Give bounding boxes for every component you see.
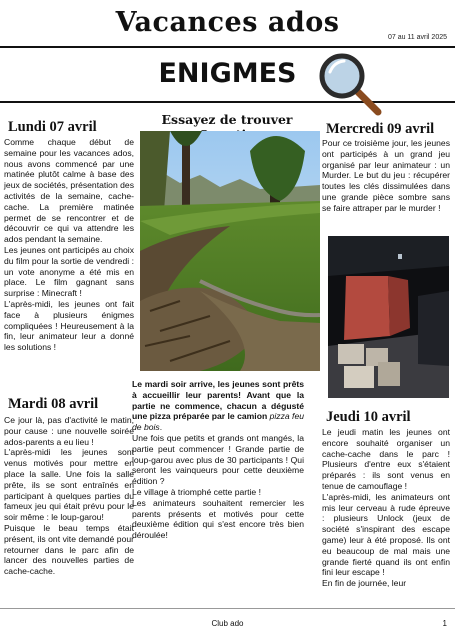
center-paragraph: Une fois que petits et grands ont mangés, la partie peut commencer ! Grande partie de loup-garou avec plus de 30 participants ! Qui seront les vainqueurs pour cette deuxième édition ? bbox=[132, 432, 304, 487]
center-paragraph: Le village à triomphé cette partie ! bbox=[132, 486, 261, 497]
lundi-paragraph: Comme chaque début de semaine pour les vacances ados, nous avons commencé par une matinée plutôt calme à base des jeux de sociétés, présentation des activités de la semaine, cache-cache. La première matinée permet de se rencontrer et de découvrir ce qui va attendre les ados pendant la semaine. bbox=[4, 137, 134, 245]
center-paragraph: Les animateurs souhaitent remercier les parents présents et motivés pour cette deuxième édition qui s'est encore très bien déroulée! bbox=[132, 497, 304, 541]
mardi-paragraph: L'après-midi les jeunes sont venus motivés pour mettre en place la salle. Une fois la salle prête, ils se sont entraînés en participant à quelques parties du fameux jeu qui était prévu pour le soir même : le loup-garou! bbox=[4, 447, 134, 523]
jeudi-heading: Jeudi 10 avril bbox=[326, 409, 411, 425]
center-intro-bold: Le mardi soir arrive, les jeunes sont prêts à accueillir leur parents! Avant que la partie ne commence, chacun a dégusté une pizza préparée par le camion bbox=[132, 379, 304, 422]
park-photo bbox=[140, 131, 320, 371]
mardi-paragraph: Puisque le beau temps était présent, ils ont vite demandé pour retourner dans le parc afin de lancer des nouvelles parties de cache-cache. bbox=[4, 522, 134, 577]
lundi-paragraph: Les jeunes ont participés au choix du film pour la sortie de vendredi : un vote anonyme a été mis en place. Le film gagnant sans surprise : Minecraft ! bbox=[4, 244, 134, 299]
center-intro bbox=[132, 379, 304, 433]
dark-room-photo bbox=[328, 236, 449, 398]
page-number: 1 bbox=[442, 619, 447, 628]
mercredi-article bbox=[322, 138, 450, 214]
photo-subheading: Essayez de trouver bbox=[161, 112, 293, 127]
footer-label: Club ado bbox=[211, 619, 244, 628]
center-article bbox=[132, 379, 304, 541]
top-rule bbox=[0, 46, 455, 48]
center-intro-end: . bbox=[159, 422, 163, 433]
mardi-paragraph: Ce jour là, pas d'activité le matin, pour cause : une nouvelle soirée ados-parents a eu lieu ! bbox=[4, 415, 134, 447]
lundi-heading: Lundi 07 avril bbox=[8, 119, 97, 135]
magnifying-glass-icon bbox=[316, 50, 382, 116]
lundi-paragraph: L'après-midi, les jeunes ont fait face à plusieurs énigmes compliquées ! Heureusement à la fin, leur animateur leur a donné les solutions ! bbox=[4, 298, 134, 353]
center-intro-italic: pizza feu de bois bbox=[132, 411, 304, 433]
footer-rule bbox=[0, 608, 455, 609]
jeudi-paragraph: En fin de journée, leur bbox=[322, 578, 407, 589]
mardi-article bbox=[4, 415, 134, 577]
date-range: 07 au 11 avril 2025 bbox=[387, 34, 447, 41]
mardi-heading: Mardi 08 avril bbox=[8, 396, 99, 412]
jeudi-article bbox=[322, 427, 450, 589]
masthead: Vacances ados bbox=[115, 7, 340, 38]
mercredi-paragraph: Pour ce troisième jour, les jeunes ont participés à un grand jeu organisé par leur animateur : un Murder. Le but du jeu : récupérer toutes les clés dissimulées dans une grande pièce sombre sans se faire attraper par le murder ! bbox=[322, 138, 450, 213]
banner-rule bbox=[0, 101, 455, 103]
jeudi-paragraph: Le jeudi matin les jeunes ont encore souhaité organiser un cache-cache dans le parc ! Plusieurs d'entre eux s'étaient préparés : ils sont venus en tenue de camouflage ! bbox=[322, 427, 450, 491]
banner-title: ENIGMES bbox=[158, 58, 297, 89]
lundi-article bbox=[4, 137, 134, 353]
jeudi-paragraph: L'après-midi, les animateurs ont mis leur cerveau à rude épreuve : plusieurs Unlock (jeux de société s'inspirant des escape game) leur à été proposé. Ils ont eu beaucoup de mal mais une grande fierté quand ils ont enfin fini leur escape ! bbox=[322, 491, 450, 578]
mercredi-heading: Mercredi 09 avril bbox=[326, 121, 435, 137]
